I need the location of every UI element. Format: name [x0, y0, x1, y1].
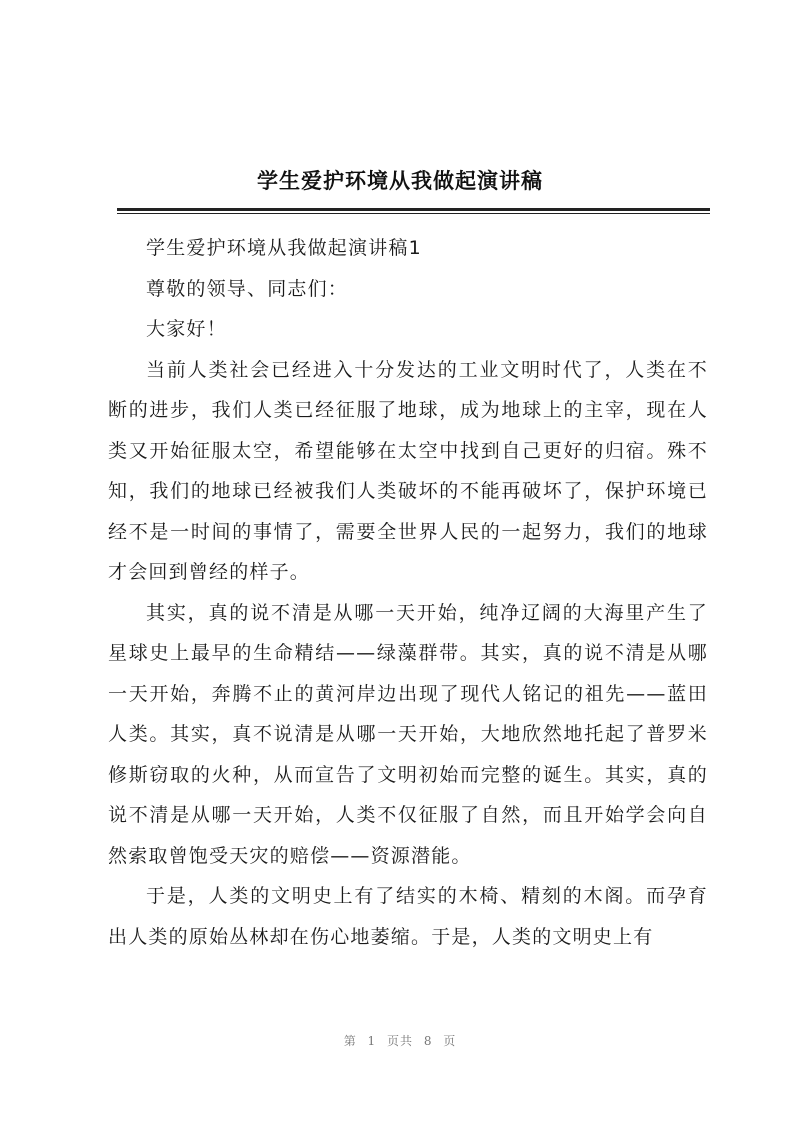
- paragraph: 于是，人类的文明史上有了结实的木椅、精刻的木阁。而孕育出人类的原始丛林却在伤心地萎缩。于是，人类的文明史上有: [108, 885, 708, 948]
- document-title: 学生爱护环境从我做起演讲稿: [257, 169, 543, 193]
- page-number-footer: 第 1 页共 8 页: [343, 1034, 457, 1048]
- paragraph-salutation: 尊敬的领导、同志们：: [146, 277, 349, 300]
- title-divider: [117, 208, 710, 211]
- title-divider-thin: [117, 213, 710, 214]
- paragraph-heading: 学生爱护环境从我做起演讲稿1: [146, 237, 422, 259]
- paragraph: 当前人类社会已经进入十分发达的工业文明时代了，人类在不断的进步，我们人类已经征服了地球，成为地球上的主宰，现在人类又开始征服太空，希望能够在太空中找到自己更好的归宿。殊不知，我们的地球已经被我们人类破坏的不能再破坏了，保护环境已经不是一时间的事情了，需要全世界人民的一起努力，我们的地球才会回到曾经的样子。: [108, 358, 708, 583]
- paragraph: 其实，真的说不清是从哪一天开始，纯净辽阔的大海里产生了星球史上最早的生命精结——绿藻群带。其实，真的说不清是从哪一天开始，奔腾不止的黄河岸边出现了现代人铭记的祖先——蓝田人类。其实，真不说清是从哪一天开始，大地欣然地托起了普罗米修斯窃取的火种，从而宣告了文明初始而完整的诞生。其实，真的说不清是从哪一天开始，人类不仅征服了自然，而且开始学会向自然索取曾饱受天灾的赔偿——资源潜能。: [108, 601, 708, 867]
- document-body: [108, 228, 708, 957]
- paragraph-greeting: 大家好！: [146, 318, 227, 340]
